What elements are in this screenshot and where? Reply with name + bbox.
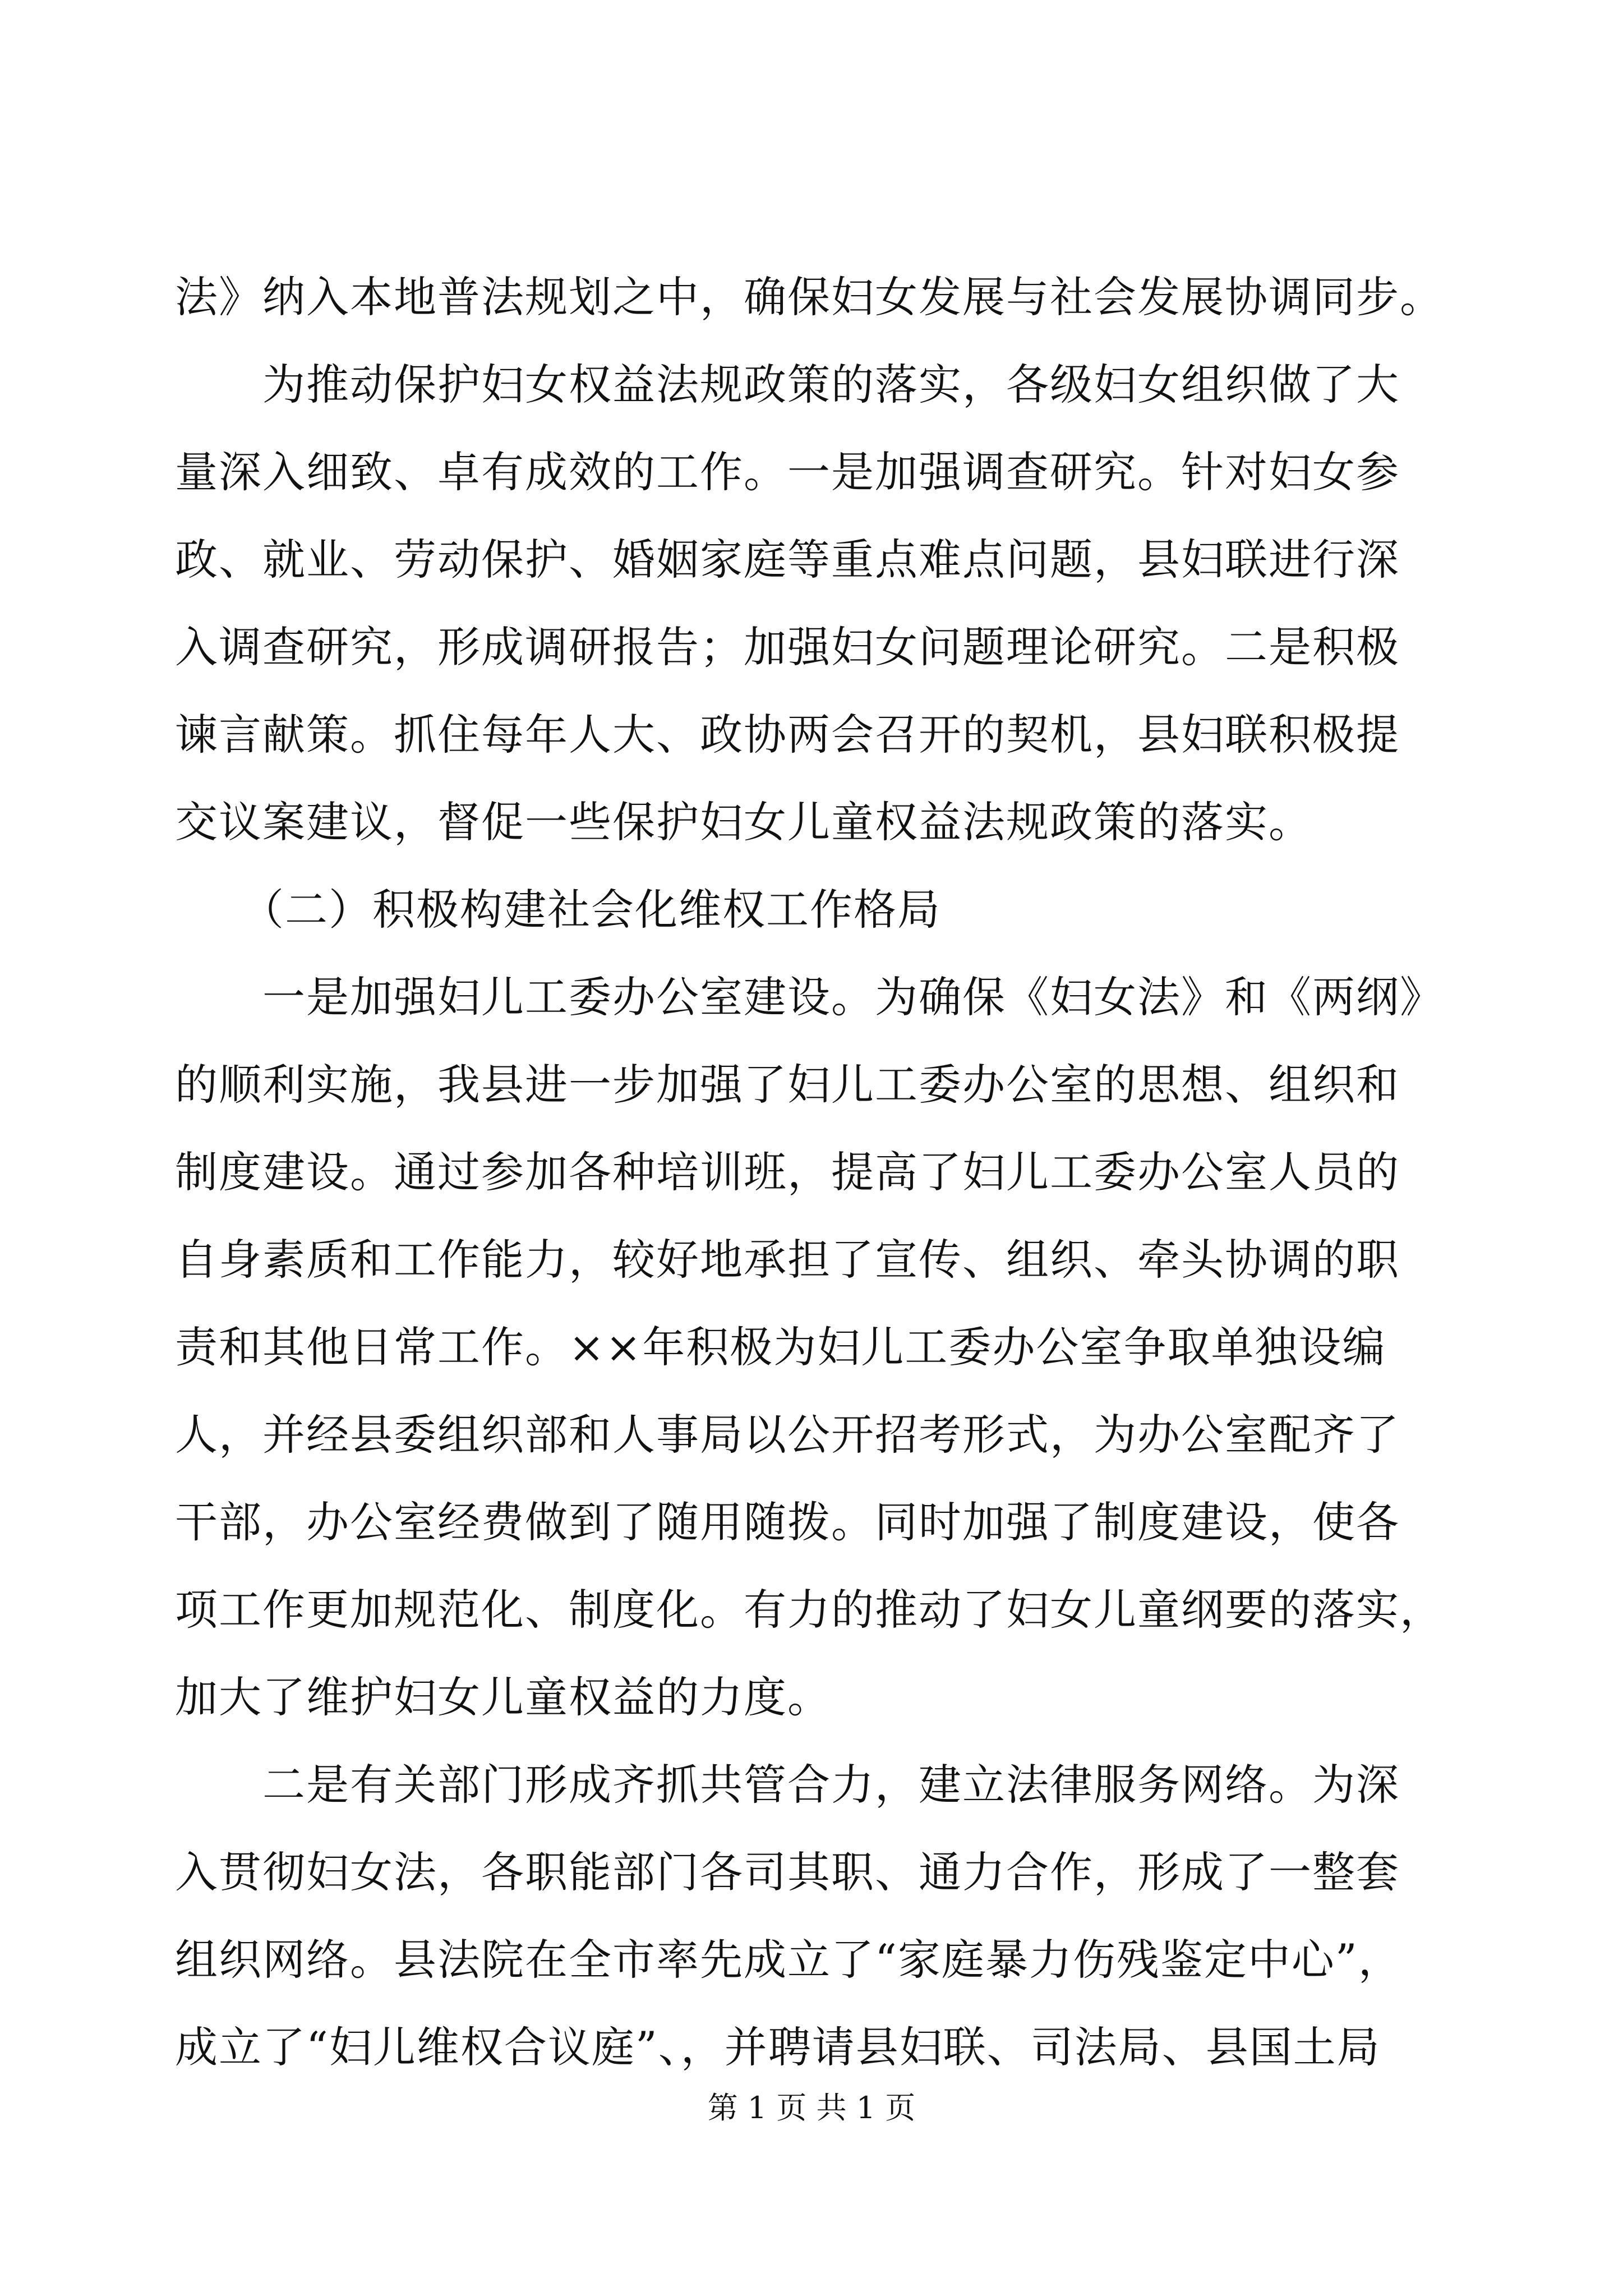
text-line: 为推动保护妇女权益法规政策的落实，各级妇女组织做了大: [175, 360, 1400, 409]
text-line: 成立了“妇儿维权合议庭”、，并聘请县妇联、司法局、县国土局: [175, 2022, 1381, 2072]
text-line: 法》纳入本地普法规划之中，确保妇女发展与社会发展协调同步。: [175, 272, 1444, 322]
text-line: 制度建设。通过参加各种培训班，提高了妇儿工委办公室人员的: [175, 1147, 1400, 1197]
text-line: 交议案建议，督促一些保护妇女儿童权益法规政策的落实。: [175, 797, 1312, 847]
document-body: [175, 254, 1448, 2091]
text-line: 量深入细致、卓有成效的工作。一是加强调查研究。针对妇女参: [175, 447, 1400, 497]
section-heading: （二）积极构建社会化维权工作格局: [175, 885, 941, 935]
text-line: 项工作更加规范化、制度化。有力的推动了妇女儿童纲要的落实，: [175, 1585, 1444, 1635]
text-line: 二是有关部门形成齐抓共管合力，建立法律服务网络。为深: [175, 1760, 1400, 1810]
text-line: 政、就业、劳动保护、婚姻家庭等重点难点问题，县妇联进行深: [175, 535, 1400, 585]
text-line: 干部，办公室经费做到了随用随拨。同时加强了制度建设，使各: [175, 1497, 1400, 1547]
text-line: 入贯彻妇女法，各职能部门各司其职、通力合作，形成了一整套: [175, 1847, 1400, 1897]
page-number-footer: 第 1 页 共 1 页: [707, 2090, 916, 2125]
text-line: 一是加强妇儿工委办公室建设。为确保《妇女法》和《两纲》: [175, 972, 1444, 1022]
text-line: 入调查研究，形成调研报告；加强妇女问题理论研究。二是积极: [175, 622, 1400, 672]
text-line: 责和其他日常工作。××年积极为妇儿工委办公室争取单独设编: [175, 1322, 1386, 1372]
text-line: 人，并经县委组织部和人事局以公开招考形式，为办公室配齐了: [175, 1410, 1400, 1460]
text-line: 组织网络。县法院在全市率先成立了“家庭暴力伤残鉴定中心”，: [175, 1935, 1402, 1985]
text-line: 谏言献策。抓住每年人大、政协两会召开的契机，县妇联积极提: [175, 710, 1400, 760]
text-line: 的顺利实施，我县进一步加强了妇儿工委办公室的思想、组织和: [175, 1060, 1400, 1110]
text-line: 加大了维护妇女儿童权益的力度。: [175, 1672, 831, 1722]
text-line: 自身素质和工作能力，较好地承担了宣传、组织、牵头协调的职: [175, 1235, 1400, 1285]
